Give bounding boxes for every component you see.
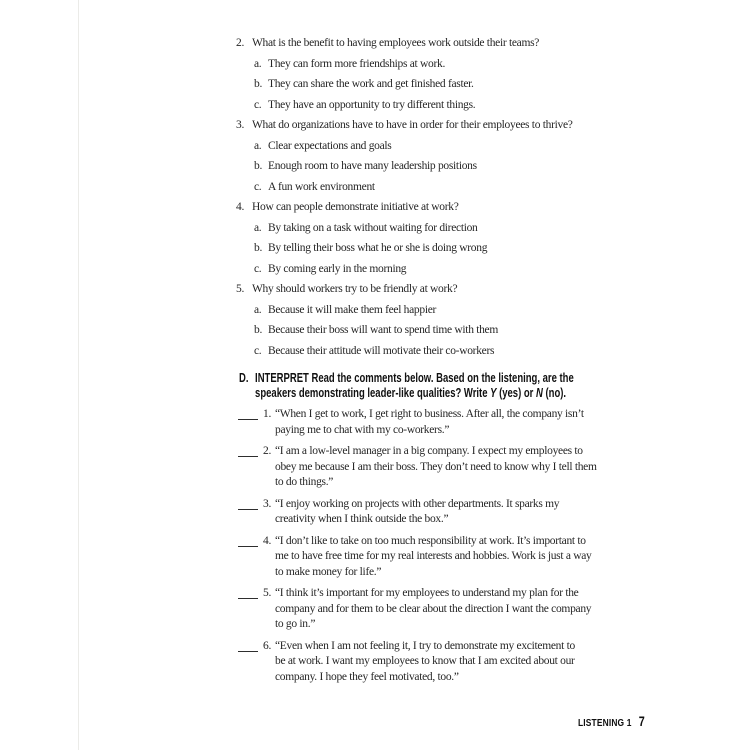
item-number: 5. (263, 587, 272, 599)
item-number: 3. (263, 497, 272, 510)
footer-page-number: 7 (638, 714, 645, 729)
question-number: 2. (236, 37, 245, 49)
item-number: 4. (263, 534, 272, 547)
answer-item (238, 497, 709, 528)
multiple-choice-section (236, 33, 686, 361)
question-text: Why should workers try to be friendly at work? (252, 283, 458, 295)
option-item (236, 54, 686, 75)
question-text: What is the benefit to having employees work outside their teams? (252, 37, 540, 49)
question-item (236, 115, 686, 197)
question-row (236, 197, 686, 218)
option-text: A fun work environment (268, 180, 375, 193)
page-scan-edge-line (78, 0, 79, 750)
option-text: By coming early in the morning (268, 262, 407, 275)
option-text: Because it will make them feel happier (268, 303, 437, 316)
option-item (236, 300, 686, 321)
answer-item (238, 407, 709, 438)
option-letter: c. (254, 262, 262, 275)
page-footer (578, 714, 645, 729)
question-row (236, 115, 686, 136)
answer-blank (238, 639, 258, 652)
question-number: 4. (236, 201, 245, 213)
footer-section-label: LISTENING 1 (578, 717, 632, 729)
option-item (236, 320, 686, 341)
option-item (236, 218, 686, 239)
answer-blank (238, 444, 258, 457)
options-list (236, 136, 686, 198)
options-list (236, 218, 686, 280)
option-text: By taking on a task without waiting for direction (268, 221, 478, 234)
question-row (236, 33, 686, 54)
item-text: “When I get to work, I get right to business. After all, the company isn’t paying me to chat with my co-workers.” (275, 408, 584, 436)
option-text: By telling their boss what he or she is doing wrong (268, 242, 488, 254)
question-item (236, 279, 686, 361)
questions-list (236, 33, 686, 361)
option-letter: c. (254, 180, 262, 193)
option-text: Because their attitude will motivate their co-workers (268, 344, 495, 357)
answer-blank (238, 407, 258, 420)
question-text: What do organizations have to have in order for their employees to thrive? (252, 119, 573, 131)
item-text: “I am a low-level manager in a big company. I expect my employees to obey me because I am their boss. They don’t need to know why I tell them to do things.” (275, 445, 597, 488)
option-letter: b. (254, 242, 263, 254)
item-text: “Even when I am not feeling it, I try to demonstrate my excitement to be at work. I want my employees to know that I am excited about our company. I hope they feel motivated, too.” (275, 639, 575, 683)
item-number: 6. (263, 639, 272, 652)
question-number: 3. (236, 119, 245, 131)
option-letter: a. (254, 139, 262, 152)
option-text: Enough room to have many leadership positions (268, 160, 477, 172)
question-number: 5. (236, 283, 245, 295)
item-text: “I don’t like to take on too much responsibility at work. It’s important to me to have free time for my real interests and hobbies. Work is just a way to make money for life.” (275, 534, 592, 578)
interpret-heading (239, 371, 706, 400)
interpret-section (239, 371, 709, 691)
options-list (236, 300, 686, 362)
option-item (236, 74, 686, 95)
instruction-line: INTERPRET Read the comments below. Based on the listening, are the (255, 370, 574, 385)
option-text: Clear expectations and goals (268, 139, 392, 152)
option-letter: b. (254, 160, 263, 172)
option-text: They can form more friendships at work. (268, 57, 446, 70)
option-item (236, 156, 686, 177)
answer-item (238, 444, 709, 491)
option-item (236, 341, 686, 362)
option-item (236, 177, 686, 198)
answer-blank (238, 497, 258, 510)
answer-item (238, 586, 709, 633)
option-item (236, 95, 686, 116)
question-item (236, 33, 686, 115)
answer-blank (238, 586, 258, 599)
option-text: They can share the work and get finished faster. (268, 78, 474, 90)
interpret-items-list (238, 407, 709, 685)
answer-item (238, 534, 709, 581)
option-letter: b. (254, 78, 263, 90)
item-text: “I enjoy working on projects with other departments. It sparks my creativity when I think outside the box.” (275, 497, 560, 525)
option-letter: c. (254, 344, 262, 357)
option-text: They have an opportunity to try different things. (268, 98, 476, 111)
interpret-instructions (255, 371, 706, 400)
section-label: D. (239, 370, 249, 385)
question-item (236, 197, 686, 279)
options-list (236, 54, 686, 116)
answer-blank (238, 534, 258, 547)
option-letter: a. (254, 221, 262, 234)
option-letter: a. (254, 57, 262, 70)
option-item (236, 136, 686, 157)
question-text: How can people demonstrate initiative at work? (252, 201, 459, 213)
instruction-line: speakers demonstrating leader-like qualities? Write Y (yes) or N (no). (255, 384, 567, 400)
option-text: Because their boss will want to spend time with them (268, 324, 499, 336)
item-number: 2. (263, 445, 272, 457)
option-item (236, 259, 686, 280)
option-letter: c. (254, 98, 262, 111)
option-item (236, 238, 686, 259)
question-row (236, 279, 686, 300)
option-letter: b. (254, 324, 263, 336)
option-letter: a. (254, 303, 262, 316)
item-text: “I think it’s important for my employees to understand my plan for the company and for them to be clear about the direction I want the company to go in.” (275, 587, 592, 630)
item-number: 1. (263, 408, 272, 420)
answer-item (238, 639, 709, 686)
